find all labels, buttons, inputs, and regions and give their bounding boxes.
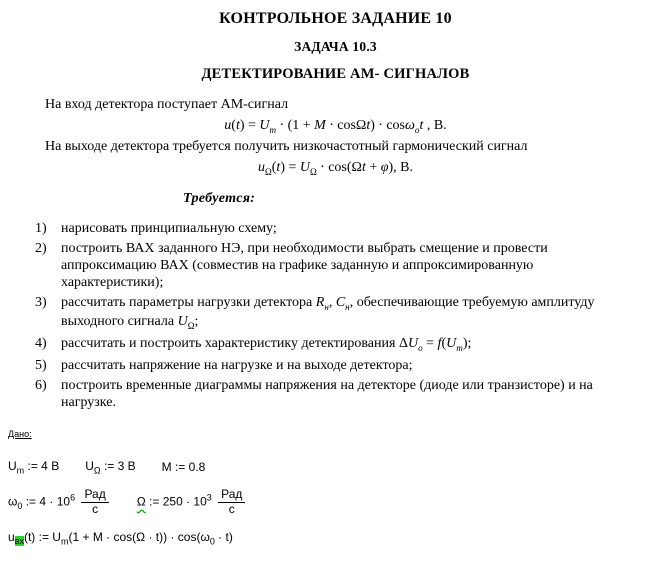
- item-number: 4): [35, 335, 47, 351]
- item-text: рассчитать и построить характеристику детектирования $\Delta U_o = f(U_m)$;: [61, 335, 472, 353]
- item-text: построить временные диаграммы напряжения на детекторе (диоде или транзисторе) и на нагрузке.: [61, 377, 593, 410]
- item-text: нарисовать принципиальную схему;: [61, 220, 277, 236]
- item-text: построить ВАХ заданного НЭ, при необходимости выбрать смещение и провести аппроксимацию ВАХ (совместив на графике заданную и аппроксимированную характеристики);: [61, 240, 548, 290]
- requirement-item-1: [35, 220, 626, 237]
- item-text: рассчитать напряжение на нагрузке и на выходе детектора;: [61, 357, 413, 373]
- item-number: 1): [35, 220, 47, 236]
- intro-paragraph-2: На выходе детектора требуется получить низкочастотный гармонический сигнал: [45, 139, 528, 155]
- mathcad-region: [0, 429, 666, 546]
- input-signal-formula: $u(t) = U_m \cdot (1 + M \cdot \cos\Omega t) \cdot \cos\omega_ot$ , В.: [224, 117, 447, 135]
- mathcad-expression-omega0[interactable]: $\omega_0$ := $4 \cdot 10^6$ $\frac{\text{Рад}}{с}$: [8, 488, 109, 517]
- requirement-item-4: [35, 335, 626, 354]
- requirement-item-3: [35, 294, 626, 332]
- mathcad-expression-uomega[interactable]: $U_\Omega$ := 3 В: [85, 458, 136, 476]
- item-number: 2): [35, 240, 47, 256]
- requirement-item-6: [35, 377, 626, 411]
- mathcad-expression-um[interactable]: $U_m$ := 4 В: [8, 458, 60, 476]
- page-title: КОНТРОЛЬНОЕ ЗАДАНИЕ 10: [219, 10, 452, 27]
- requirements-heading: Требуется:: [183, 190, 256, 206]
- requirement-item-5: [35, 357, 626, 374]
- intro-paragraph-1: На вход детектора поступает АМ-сигнал: [45, 97, 289, 112]
- mathcad-row-constants: [8, 459, 666, 475]
- item-number: 6): [35, 377, 47, 393]
- item-number: 5): [35, 357, 47, 373]
- task-title: ДЕТЕКТИРОВАНИЕ АМ- СИГНАЛОВ: [201, 66, 470, 82]
- requirements-list: [35, 220, 626, 411]
- item-number: 3): [35, 294, 47, 310]
- mathcad-expression-uin[interactable]: $u_{вх}(t)$ := $U_m(1 + M \cdot \cos(\Omega \cdot t)) \cdot \cos(\omega_0 \cdot t)$: [8, 529, 233, 547]
- given-label: Дано:: [8, 428, 32, 439]
- mathcad-row-input-signal: [8, 530, 666, 546]
- requirement-item-2: [35, 240, 626, 291]
- output-signal-formula: $u_\Omega(t) = U_\Omega \cdot \cos(\Omega t + \varphi)$, В.: [257, 159, 413, 177]
- mathcad-expression-bigomega[interactable]: Ω := $250 \cdot 10^3$ $\frac{\text{Рад}}{с}$: [137, 488, 246, 517]
- mathcad-row-frequencies: [8, 488, 666, 517]
- task-number: ЗАДАЧА 10.3: [294, 39, 377, 54]
- mathcad-expression-m[interactable]: M := 0.8: [161, 460, 206, 474]
- item-text: рассчитать параметры нагрузки детектора $R_н$, $C_н$, обеспечивающие требуемую амплитуду выходного сигнала $U_\Omega$;: [61, 294, 595, 331]
